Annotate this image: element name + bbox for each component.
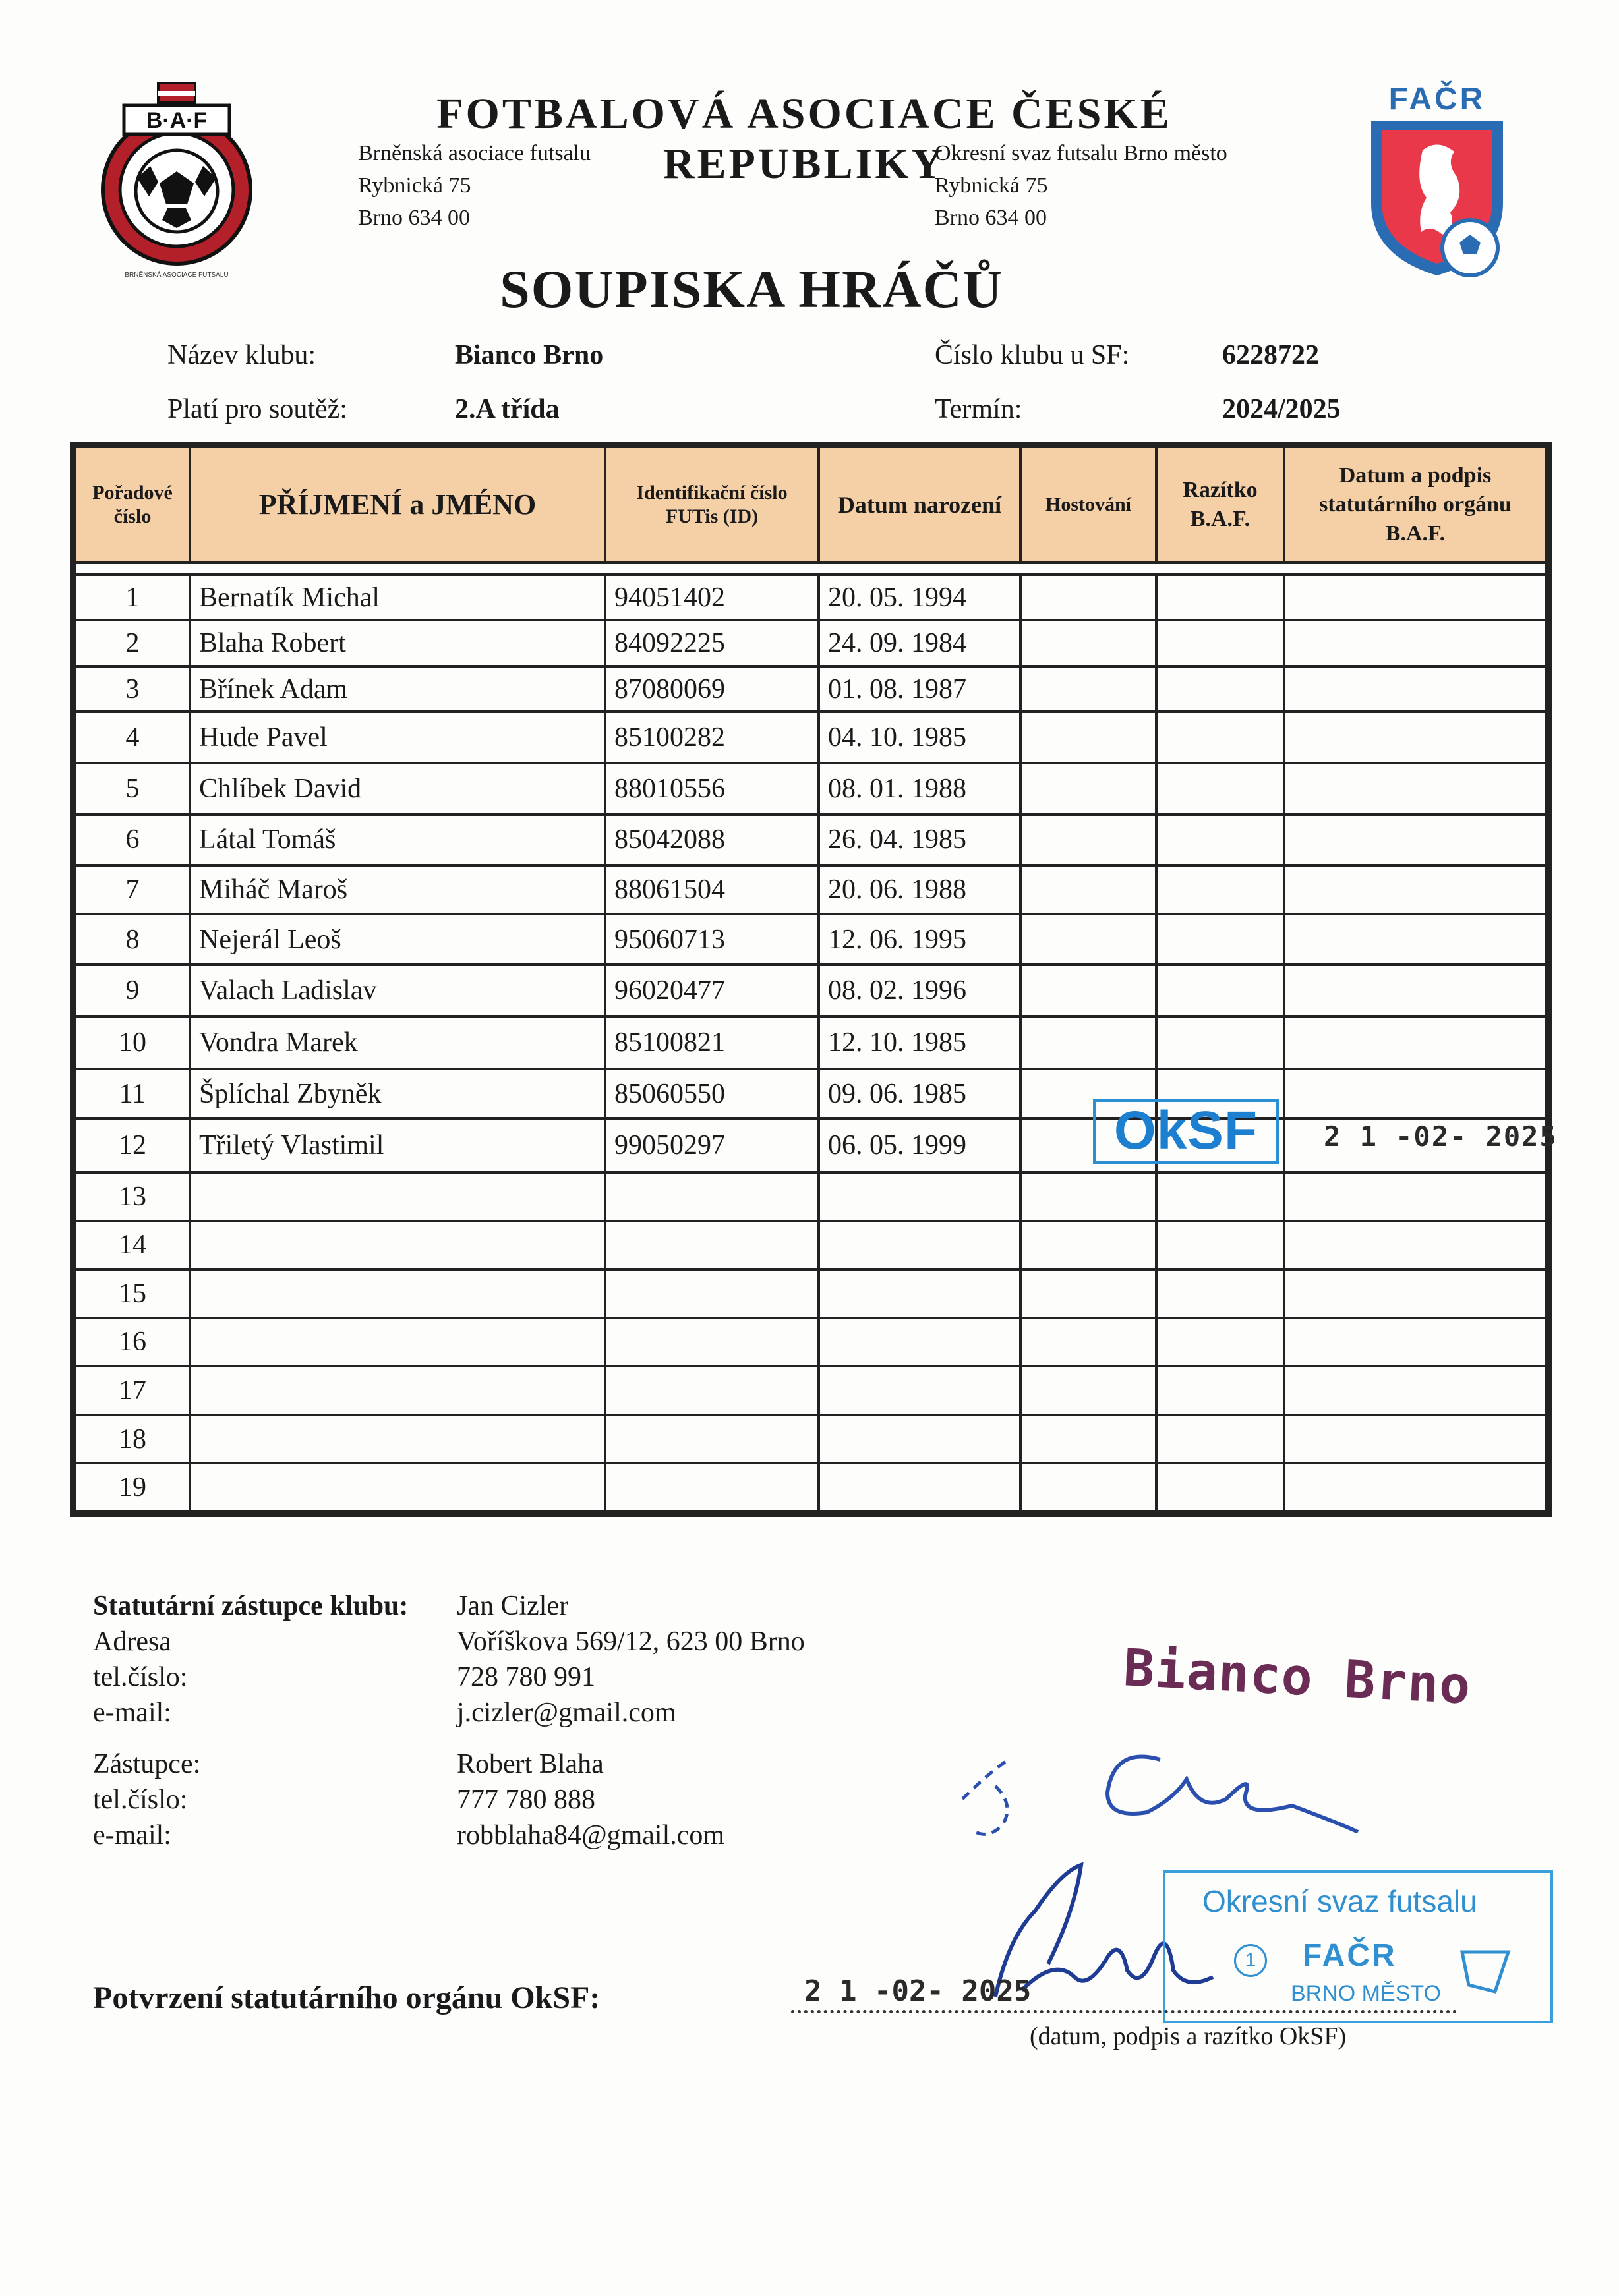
signature-cell bbox=[1284, 1318, 1546, 1367]
baf-stamp-cell bbox=[1156, 1221, 1284, 1270]
player-birthdate bbox=[819, 1172, 1020, 1221]
player-birthdate bbox=[819, 1463, 1020, 1512]
player-name bbox=[190, 1172, 605, 1221]
player-birthdate bbox=[819, 1415, 1020, 1464]
baf-stamp-cell bbox=[1156, 1269, 1284, 1318]
player-name: Břínek Adam bbox=[190, 666, 605, 712]
oksf-address-line: Rybnická 75 bbox=[935, 173, 1048, 198]
player-id bbox=[605, 1415, 819, 1464]
player-birthdate bbox=[819, 1269, 1020, 1318]
row-number: 18 bbox=[75, 1415, 190, 1464]
svg-text:B·A·F: B·A·F bbox=[146, 108, 208, 133]
representative-block bbox=[93, 1588, 805, 1853]
row-number: 12 bbox=[75, 1118, 190, 1172]
baf-address bbox=[358, 137, 591, 234]
statutory-name: Jan Cizler bbox=[457, 1591, 569, 1621]
oksf-logo-icon bbox=[1456, 1945, 1515, 1998]
confirmation-dotted-line bbox=[791, 2010, 1457, 2013]
deputy-label: Zástupce: bbox=[93, 1749, 201, 1779]
player-name: Valach Ladislav bbox=[190, 965, 605, 1016]
loan-cell bbox=[1020, 1269, 1156, 1318]
statutory-label: Statutární zástupce klubu: bbox=[93, 1591, 409, 1621]
oksf-stamp-line2: FAČR bbox=[1303, 1938, 1397, 1973]
signature-cell bbox=[1284, 712, 1546, 763]
player-birthdate: 20. 06. 1988 bbox=[819, 865, 1020, 914]
player-id: 85060550 bbox=[605, 1069, 819, 1119]
header-gap bbox=[75, 563, 1546, 575]
player-name: Blaha Robert bbox=[190, 620, 605, 666]
player-name bbox=[190, 1269, 605, 1318]
baf-logo bbox=[98, 79, 256, 283]
baf-stamp-cell bbox=[1156, 914, 1284, 965]
signature-cell bbox=[1284, 620, 1546, 666]
loan-cell bbox=[1020, 1172, 1156, 1221]
email-label: e-mail: bbox=[93, 1698, 171, 1728]
club-stamp: Bianco Brno bbox=[1122, 1638, 1473, 1716]
player-id: 84092225 bbox=[605, 620, 819, 666]
baf-stamp-cell bbox=[1156, 666, 1284, 712]
col-name-header: PŘÍJMENÍ a JMÉNO bbox=[190, 447, 605, 563]
row-number: 19 bbox=[75, 1463, 190, 1512]
competition-label: Platí pro soutěž: bbox=[167, 394, 347, 424]
baf-stamp-cell bbox=[1156, 1172, 1284, 1221]
signature-cell bbox=[1284, 1172, 1546, 1221]
row-number: 1 bbox=[75, 575, 190, 620]
signature-cell bbox=[1284, 1221, 1546, 1270]
signature-cell bbox=[1284, 575, 1546, 620]
table-row bbox=[75, 1366, 1546, 1415]
svg-text:BRNĚNSKÁ ASOCIACE FUTSALU: BRNĚNSKÁ ASOCIACE FUTSALU bbox=[125, 272, 229, 279]
oksf-address-line: Brno 634 00 bbox=[935, 206, 1047, 230]
player-birthdate: 01. 08. 1987 bbox=[819, 666, 1020, 712]
player-name: Látal Tomáš bbox=[190, 815, 605, 866]
table-row bbox=[75, 965, 1546, 1016]
row-number: 6 bbox=[75, 815, 190, 866]
deputy-phone-value: 777 780 888 bbox=[457, 1785, 595, 1815]
loan-cell bbox=[1020, 914, 1156, 965]
row-number: 15 bbox=[75, 1269, 190, 1318]
baf-address-line: Rybnická 75 bbox=[358, 173, 471, 198]
player-id: 85042088 bbox=[605, 815, 819, 866]
table-row bbox=[75, 763, 1546, 815]
player-id bbox=[605, 1463, 819, 1512]
baf-address-line: Brněnská asociace futsalu bbox=[358, 141, 591, 165]
signature-cell bbox=[1284, 666, 1546, 712]
player-birthdate: 09. 06. 1985 bbox=[819, 1069, 1020, 1119]
player-birthdate: 08. 01. 1988 bbox=[819, 763, 1020, 815]
address-value: Voříškova 569/12, 623 00 Brno bbox=[457, 1626, 805, 1657]
loan-cell bbox=[1020, 1415, 1156, 1464]
club-signature bbox=[949, 1720, 1371, 1852]
deputy-email-label: e-mail: bbox=[93, 1820, 171, 1851]
row-number: 16 bbox=[75, 1318, 190, 1367]
col-id-header: Identifikační číslo FUTis (ID) bbox=[605, 447, 819, 563]
signature-cell bbox=[1284, 1366, 1546, 1415]
table-stamp-date: 2 1 -02- 2025 bbox=[1324, 1120, 1558, 1153]
player-birthdate: 12. 06. 1995 bbox=[819, 914, 1020, 965]
table-row bbox=[75, 712, 1546, 763]
player-birthdate: 20. 05. 1994 bbox=[819, 575, 1020, 620]
row-number: 2 bbox=[75, 620, 190, 666]
oksf-stamp-number: 1 bbox=[1234, 1944, 1267, 1977]
player-id bbox=[605, 1172, 819, 1221]
col-birth-header: Datum narození bbox=[819, 447, 1020, 563]
player-birthdate: 04. 10. 1985 bbox=[819, 712, 1020, 763]
deputy-name: Robert Blaha bbox=[457, 1749, 604, 1779]
table-row bbox=[75, 1318, 1546, 1367]
row-number: 14 bbox=[75, 1221, 190, 1270]
oksf-table-stamp: OkSF bbox=[1093, 1099, 1279, 1164]
player-name bbox=[190, 1463, 605, 1512]
player-birthdate: 08. 02. 1996 bbox=[819, 965, 1020, 1016]
loan-cell bbox=[1020, 575, 1156, 620]
player-birthdate: 24. 09. 1984 bbox=[819, 620, 1020, 666]
player-name bbox=[190, 1366, 605, 1415]
signature-cell bbox=[1284, 1069, 1546, 1119]
table-row bbox=[75, 914, 1546, 965]
deputy-phone-label: tel.číslo: bbox=[93, 1785, 188, 1815]
signature-cell bbox=[1284, 914, 1546, 965]
loan-cell bbox=[1020, 1463, 1156, 1512]
table-row bbox=[75, 1016, 1546, 1069]
baf-stamp-cell bbox=[1156, 1016, 1284, 1069]
player-id: 95060713 bbox=[605, 914, 819, 965]
row-number: 17 bbox=[75, 1366, 190, 1415]
competition-value: 2.A třída bbox=[455, 394, 560, 424]
col-stamp-header: Razítko B.A.F. bbox=[1156, 447, 1284, 563]
confirmation-date: 2 1 -02- 2025 bbox=[804, 1974, 1032, 2008]
signature-cell bbox=[1284, 1016, 1546, 1069]
player-name bbox=[190, 1415, 605, 1464]
row-number: 4 bbox=[75, 712, 190, 763]
row-number: 8 bbox=[75, 914, 190, 965]
baf-stamp-cell bbox=[1156, 575, 1284, 620]
baf-stamp-cell bbox=[1156, 1463, 1284, 1512]
player-name: Šplíchal Zbyněk bbox=[190, 1069, 605, 1119]
player-id: 96020477 bbox=[605, 965, 819, 1016]
oksf-official-stamp bbox=[1163, 1870, 1553, 2023]
loan-cell bbox=[1020, 965, 1156, 1016]
oksf-stamp-line3: BRNO MĚSTO bbox=[1291, 1981, 1441, 2006]
player-id: 85100821 bbox=[605, 1016, 819, 1069]
player-name: Chlíbek David bbox=[190, 763, 605, 815]
row-number: 11 bbox=[75, 1069, 190, 1119]
term-label: Termín: bbox=[935, 394, 1022, 424]
table-row bbox=[75, 620, 1546, 666]
club-name-label: Název klubu: bbox=[167, 340, 316, 370]
email-value: j.cizler@gmail.com bbox=[457, 1698, 676, 1728]
address-label: Adresa bbox=[93, 1626, 171, 1657]
org-title: FOTBALOVÁ ASOCIACE ČESKÉ REPUBLIKY bbox=[436, 90, 1172, 188]
player-id: 99050297 bbox=[605, 1118, 819, 1172]
player-birthdate: 26. 04. 1985 bbox=[819, 815, 1020, 866]
baf-stamp-cell bbox=[1156, 1415, 1284, 1464]
table-row bbox=[75, 815, 1546, 866]
player-name: Bernatík Michal bbox=[190, 575, 605, 620]
baf-stamp-cell bbox=[1156, 620, 1284, 666]
signature-cell bbox=[1284, 815, 1546, 866]
col-order-header: Pořadové číslo bbox=[75, 447, 190, 563]
table-row bbox=[75, 1069, 1546, 1119]
loan-cell bbox=[1020, 1221, 1156, 1270]
club-name-value: Bianco Brno bbox=[455, 340, 604, 370]
player-id: 87080069 bbox=[605, 666, 819, 712]
player-id bbox=[605, 1318, 819, 1367]
row-number: 3 bbox=[75, 666, 190, 712]
loan-cell bbox=[1020, 620, 1156, 666]
row-number: 9 bbox=[75, 965, 190, 1016]
row-number: 10 bbox=[75, 1016, 190, 1069]
loan-cell bbox=[1020, 763, 1156, 815]
player-name: Miháč Maroš bbox=[190, 865, 605, 914]
table-row bbox=[75, 575, 1546, 620]
document-title: SOUPISKA HRÁČŮ bbox=[500, 259, 1003, 319]
row-number: 13 bbox=[75, 1172, 190, 1221]
player-birthdate: 06. 05. 1999 bbox=[819, 1118, 1020, 1172]
player-id: 85100282 bbox=[605, 712, 819, 763]
phone-label: tel.číslo: bbox=[93, 1662, 188, 1692]
table-row bbox=[75, 1415, 1546, 1464]
deputy-email-value: robblaha84@gmail.com bbox=[457, 1820, 725, 1851]
row-number: 7 bbox=[75, 865, 190, 914]
signature-cell bbox=[1284, 1269, 1546, 1318]
player-id bbox=[605, 1366, 819, 1415]
col-loan-header: Hostování bbox=[1020, 447, 1156, 563]
col-signature-header: Datum a podpis statutárního orgánu B.A.F. bbox=[1284, 447, 1546, 563]
player-birthdate bbox=[819, 1221, 1020, 1270]
club-number-label: Číslo klubu u SF: bbox=[935, 340, 1130, 370]
player-id: 88010556 bbox=[605, 763, 819, 815]
loan-cell bbox=[1020, 1366, 1156, 1415]
loan-cell bbox=[1020, 815, 1156, 866]
table-row bbox=[75, 1269, 1546, 1318]
loan-cell bbox=[1020, 1016, 1156, 1069]
baf-stamp-cell bbox=[1156, 1318, 1284, 1367]
player-birthdate bbox=[819, 1366, 1020, 1415]
roster-body bbox=[75, 575, 1546, 1512]
player-name: Vondra Marek bbox=[190, 1016, 605, 1069]
baf-address-line: Brno 634 00 bbox=[358, 206, 470, 230]
phone-value: 728 780 991 bbox=[457, 1662, 595, 1692]
player-name bbox=[190, 1221, 605, 1270]
player-name: Hude Pavel bbox=[190, 712, 605, 763]
oksf-address-line: Okresní svaz futsalu Brno město bbox=[935, 141, 1227, 165]
player-birthdate: 12. 10. 1985 bbox=[819, 1016, 1020, 1069]
signature-cell bbox=[1284, 865, 1546, 914]
baf-stamp-cell bbox=[1156, 712, 1284, 763]
baf-stamp-cell bbox=[1156, 1366, 1284, 1415]
club-number-value: 6228722 bbox=[1222, 340, 1319, 370]
loan-cell bbox=[1020, 712, 1156, 763]
signature-cell bbox=[1284, 965, 1546, 1016]
baf-stamp-cell bbox=[1156, 815, 1284, 866]
loan-cell bbox=[1020, 666, 1156, 712]
term-value: 2024/2025 bbox=[1222, 394, 1341, 424]
table-row bbox=[75, 1221, 1546, 1270]
player-id bbox=[605, 1269, 819, 1318]
signature-cell bbox=[1284, 763, 1546, 815]
confirmation-caption: (datum, podpis a razítko OkSF) bbox=[1030, 2023, 1347, 2050]
player-name: Nejerál Leoš bbox=[190, 914, 605, 965]
loan-cell bbox=[1020, 865, 1156, 914]
player-id: 88061504 bbox=[605, 865, 819, 914]
baf-stamp-cell bbox=[1156, 865, 1284, 914]
table-row bbox=[75, 666, 1546, 712]
signature-cell bbox=[1284, 1463, 1546, 1512]
row-number: 5 bbox=[75, 763, 190, 815]
player-id: 94051402 bbox=[605, 575, 819, 620]
player-name: Třiletý Vlastimil bbox=[190, 1118, 605, 1172]
signature-cell bbox=[1284, 1415, 1546, 1464]
loan-cell bbox=[1020, 1318, 1156, 1367]
facr-logo bbox=[1358, 78, 1516, 295]
baf-stamp-cell bbox=[1156, 965, 1284, 1016]
roster-table bbox=[70, 442, 1552, 1517]
table-row bbox=[75, 865, 1546, 914]
table-row bbox=[75, 1463, 1546, 1512]
player-id bbox=[605, 1221, 819, 1270]
svg-text:FAČR: FAČR bbox=[1388, 82, 1486, 117]
player-birthdate bbox=[819, 1318, 1020, 1367]
oksf-address bbox=[935, 137, 1227, 234]
confirmation-label: Potvrzení statutárního orgánu OkSF: bbox=[93, 1980, 601, 2015]
player-name bbox=[190, 1318, 605, 1367]
table-row bbox=[75, 1172, 1546, 1221]
baf-stamp-cell bbox=[1156, 763, 1284, 815]
oksf-stamp-line1: Okresní svaz futsalu bbox=[1202, 1884, 1477, 1918]
